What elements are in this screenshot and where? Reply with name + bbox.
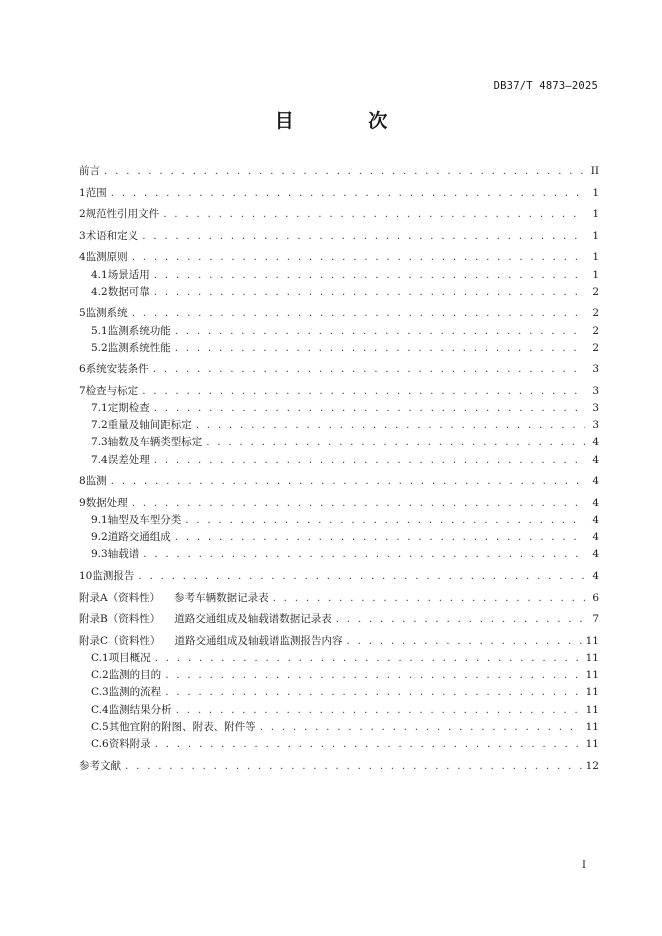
- toc-page: 11: [585, 669, 599, 682]
- toc-label: 监测的流程: [108, 686, 162, 699]
- page-title: 目 次: [274, 110, 422, 132]
- toc-leader-dots: [132, 251, 585, 263]
- toc-entry[interactable]: [79, 307, 599, 319]
- toc-leader-dots: [175, 325, 585, 337]
- toc-page: 11: [585, 686, 599, 699]
- toc-label: 参考文献: [79, 759, 121, 772]
- toc-entry[interactable]: [79, 570, 599, 582]
- toc-entry[interactable]: [79, 419, 599, 431]
- toc-number: 1: [79, 186, 86, 199]
- toc-entry[interactable]: [79, 686, 599, 698]
- toc-entry[interactable]: [79, 187, 599, 199]
- toc-number: 5: [79, 307, 86, 320]
- toc-number: 8: [79, 475, 86, 488]
- toc-label: 定期检查: [107, 402, 150, 415]
- toc-number: 10: [79, 570, 93, 582]
- toc-leader-dots: [347, 635, 582, 647]
- toc-page: 3: [592, 363, 599, 376]
- toc-page: 11: [585, 737, 599, 750]
- toc-leader-dots: [111, 475, 585, 487]
- toc-page: 7: [592, 613, 599, 626]
- toc-leader-dots: [196, 419, 585, 431]
- toc-leader-dots: [154, 454, 585, 466]
- toc-page: 12: [585, 759, 599, 772]
- toc-page: 4: [592, 496, 599, 509]
- toc-entry[interactable]: [79, 269, 599, 281]
- toc-page: 4: [592, 436, 599, 449]
- toc-entry[interactable]: [79, 402, 599, 414]
- toc-number: 9.3: [91, 548, 108, 561]
- toc-page: 1: [592, 251, 599, 264]
- toc-page: 11: [585, 651, 599, 664]
- toc-leader-dots: [154, 286, 585, 298]
- toc-number: C.4: [91, 703, 109, 716]
- toc-entry[interactable]: [79, 531, 599, 543]
- toc-leader-dots: [165, 669, 581, 681]
- toc-page: 1: [592, 208, 599, 221]
- toc-page: II: [590, 165, 599, 177]
- page-number: I: [582, 860, 586, 871]
- toc-entry[interactable]: [79, 251, 599, 263]
- toc-number: C.2: [91, 669, 109, 682]
- toc-entry[interactable]: [79, 760, 599, 772]
- toc-number: 3: [79, 229, 86, 242]
- toc-leader-dots: [260, 721, 582, 733]
- toc-entry[interactable]: [79, 514, 599, 526]
- toc-leader-dots: [132, 497, 585, 509]
- toc-entry[interactable]: [79, 475, 599, 487]
- toc-leader-dots: [176, 704, 582, 716]
- toc-leader-dots: [142, 230, 585, 242]
- toc-label: 场景适用: [107, 268, 150, 281]
- toc-page: 3: [592, 384, 599, 397]
- toc-page: 3: [592, 419, 599, 432]
- toc-label: 规范性引用文件: [85, 208, 160, 221]
- toc-number: 4: [79, 251, 86, 264]
- toc-leader-dots: [154, 269, 585, 281]
- toc-label: 道路交通组成: [107, 531, 171, 544]
- toc-leader-dots: [143, 548, 585, 560]
- toc-entry[interactable]: [79, 208, 599, 220]
- toc-page: 4: [592, 453, 599, 466]
- toc-page: 4: [592, 548, 599, 561]
- toc-leader-dots: [175, 531, 585, 543]
- toc-page: 4: [592, 514, 599, 527]
- table-of-contents: [79, 165, 599, 772]
- toc-label: 监测原则: [85, 251, 128, 264]
- toc-label: 监测的目的: [108, 669, 162, 682]
- toc-entry[interactable]: [79, 342, 599, 354]
- toc-number: 7: [79, 384, 86, 397]
- toc-leader-dots: [132, 307, 585, 319]
- toc-page: 1: [592, 229, 599, 242]
- toc-number: 附录C（资料性）: [79, 634, 161, 647]
- toc-label: 道路交通组成及轴载谱监测报告内容: [174, 634, 343, 647]
- toc-leader-dots: [336, 613, 585, 625]
- toc-entry[interactable]: [79, 721, 599, 733]
- toc-number: C.6: [91, 737, 109, 750]
- toc-label: 监测系统性能: [107, 341, 171, 354]
- toc-page: 1: [592, 186, 599, 199]
- toc-number: 9.1: [91, 514, 108, 527]
- toc-label: 参考车辆数据记录表: [174, 591, 269, 604]
- toc-page: 6: [592, 591, 599, 604]
- toc-page: 2: [592, 285, 599, 298]
- toc-leader-dots: [165, 686, 581, 698]
- toc-entry[interactable]: [79, 165, 599, 177]
- toc-number: 9: [79, 496, 86, 509]
- toc-entry-appendix[interactable]: [79, 635, 599, 647]
- toc-label: 范围: [85, 186, 107, 199]
- toc-entry[interactable]: [79, 738, 599, 750]
- toc-leader-dots: [142, 385, 585, 397]
- toc-number: 5.1: [91, 324, 108, 337]
- toc-label: 术语和定义: [85, 229, 139, 242]
- toc-label: 轴载谱: [107, 548, 140, 561]
- toc-number: 5.2: [91, 341, 108, 354]
- toc-leader-dots: [138, 570, 585, 582]
- toc-page: 11: [585, 703, 599, 716]
- toc-leader-dots: [206, 436, 585, 448]
- toc-entry[interactable]: [79, 230, 599, 242]
- toc-number: 7.4: [91, 453, 108, 466]
- toc-label: 数据可靠: [107, 285, 150, 298]
- toc-leader-dots: [155, 652, 582, 664]
- toc-leader-dots: [175, 342, 585, 354]
- toc-entry[interactable]: [79, 497, 599, 509]
- toc-label: 检查与标定: [85, 384, 139, 397]
- toc-number: C.5: [91, 720, 109, 733]
- toc-entry-appendix[interactable]: [79, 613, 599, 625]
- toc-number: C.1: [91, 651, 109, 664]
- toc-entry[interactable]: [79, 385, 599, 397]
- toc-entry[interactable]: [79, 669, 599, 681]
- toc-number: 2: [79, 208, 86, 221]
- toc-page: 2: [592, 341, 599, 354]
- toc-page: 1: [592, 268, 599, 281]
- toc-number: C.3: [91, 686, 109, 699]
- toc-entry[interactable]: [79, 454, 599, 466]
- toc-label: 监测系统: [85, 307, 128, 320]
- toc-leader-dots: [125, 760, 582, 772]
- document-code: DB37/T 4873—2025: [493, 80, 598, 92]
- toc-page: 3: [592, 402, 599, 415]
- toc-entry[interactable]: [79, 548, 599, 560]
- toc-number: 7.3: [91, 436, 108, 449]
- toc-number: 4.1: [91, 268, 108, 281]
- toc-label: 其他宜附的附图、附表、附件等: [108, 720, 256, 733]
- toc-leader-dots: [154, 402, 585, 414]
- toc-page: 11: [585, 720, 599, 733]
- toc-leader-dots: [273, 592, 585, 604]
- toc-entry[interactable]: [79, 325, 599, 337]
- toc-label: 系统安装条件: [85, 363, 149, 376]
- toc-label: 前言: [79, 165, 100, 177]
- toc-label: 资料附录: [108, 737, 151, 750]
- toc-entry[interactable]: [79, 652, 599, 664]
- toc-leader-dots: [155, 738, 582, 750]
- toc-label: 轴数及车辆类型标定: [107, 436, 203, 449]
- toc-number: 附录A（资料性）: [79, 591, 161, 604]
- toc-number: 4.2: [91, 285, 108, 298]
- toc-label: 监测结果分析: [108, 703, 172, 716]
- toc-page: 2: [592, 324, 599, 337]
- toc-leader-dots: [163, 208, 585, 220]
- toc-number: 9.2: [91, 531, 108, 544]
- toc-entry-appendix[interactable]: [79, 592, 599, 604]
- toc-page: 4: [592, 570, 599, 582]
- toc-label: 监测: [85, 475, 107, 488]
- toc-page: 4: [592, 475, 599, 488]
- toc-label: 重量及轴间距标定: [107, 419, 192, 432]
- toc-entry[interactable]: [79, 436, 599, 448]
- toc-leader-dots: [111, 187, 585, 199]
- toc-label: 数据处理: [85, 496, 128, 509]
- toc-entry[interactable]: [79, 704, 599, 716]
- toc-label: 项目概况: [108, 651, 151, 664]
- toc-label: 监测系统功能: [107, 324, 171, 337]
- toc-page: 2: [592, 307, 599, 320]
- toc-entry[interactable]: [79, 363, 599, 375]
- toc-leader-dots: [104, 165, 585, 177]
- toc-number: 6: [79, 363, 86, 376]
- toc-number: 附录B（资料性）: [79, 613, 161, 626]
- toc-number: 7.2: [91, 419, 108, 432]
- toc-leader-dots: [185, 514, 585, 526]
- toc-page: 4: [592, 531, 599, 544]
- toc-label: 监测报告: [92, 570, 135, 582]
- toc-page: 11: [585, 634, 599, 647]
- toc-label: 轴型及车型分类: [107, 514, 182, 527]
- toc-leader-dots: [153, 363, 585, 375]
- toc-number: 7.1: [91, 402, 108, 415]
- toc-label: 误差处理: [107, 453, 150, 466]
- toc-entry[interactable]: [79, 286, 599, 298]
- toc-label: 道路交通组成及轴载谱数据记录表: [174, 613, 332, 626]
